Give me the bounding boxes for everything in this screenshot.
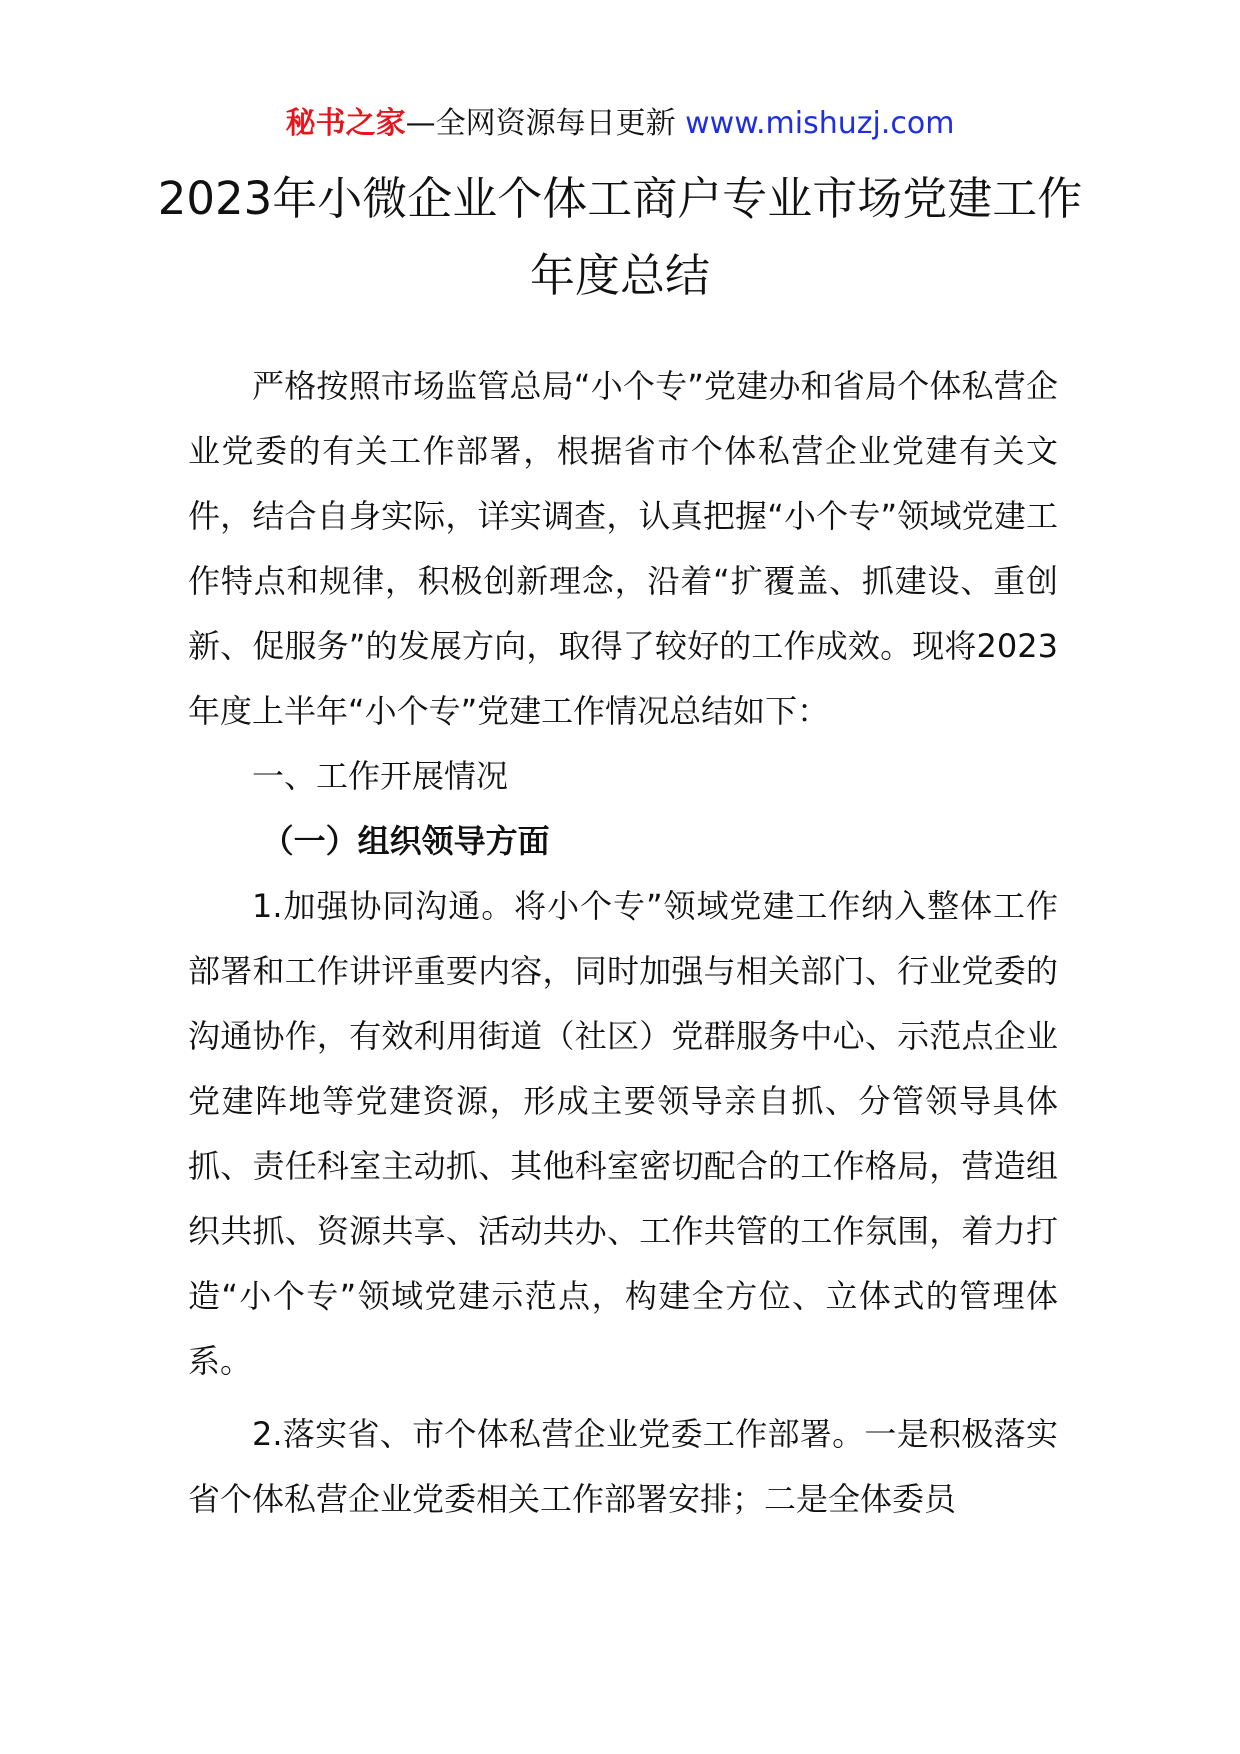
- subsection-title: （一）组织领导方面: [261, 822, 550, 860]
- header-slogan: —全网资源每日更新: [405, 106, 676, 141]
- document-body: [188, 354, 1058, 1532]
- document-title: 2023年小微企业个体工商户专业市场党建工作年度总结: [157, 172, 1083, 302]
- page-header: [0, 100, 1240, 148]
- brand-name: 秘书之家: [285, 106, 406, 141]
- section-title: 一、工作开展情况: [252, 757, 509, 795]
- site-link[interactable]: www.mishuzj.com: [685, 106, 955, 141]
- item-paragraph-2: 2.落实省、市个体私营企业党委工作部署。一是积极落实省个体私营企业党委相关工作部署安排；二是全体委员: [188, 1415, 1058, 1518]
- item-paragraph-1: 1.加强协同沟通。将小个专”领域党建工作纳入整体工作部署和工作讲评重要内容，同时加强与相关部门、行业党委的沟通协作，有效利用街道（社区）党群服务中心、示范点企业党建阵地等党建资源，形成主要领导亲自抓、分管领导具体抓、责任科室主动抓、其他科室密切配合的工作格局，营造组织共抓、资源共享、活动共办、工作共管的工作氛围，着力打造“小个专”领域党建示范点，构建全方位、立体式的管理体系。: [188, 887, 1058, 1380]
- intro-paragraph: 严格按照市场监管总局“小个专”党建办和省局个体私营企业党委的有关工作部署，根据省市个体私营企业党建有关文件，结合自身实际，详实调查，认真把握“小个专”领域党建工作特点和规律，积极创新理念，沿着“扩覆盖、抓建设、重创新、促服务”的发展方向，取得了较好的工作成效。现将2023年度上半年“小个专”党建工作情况总结如下：: [188, 367, 1058, 730]
